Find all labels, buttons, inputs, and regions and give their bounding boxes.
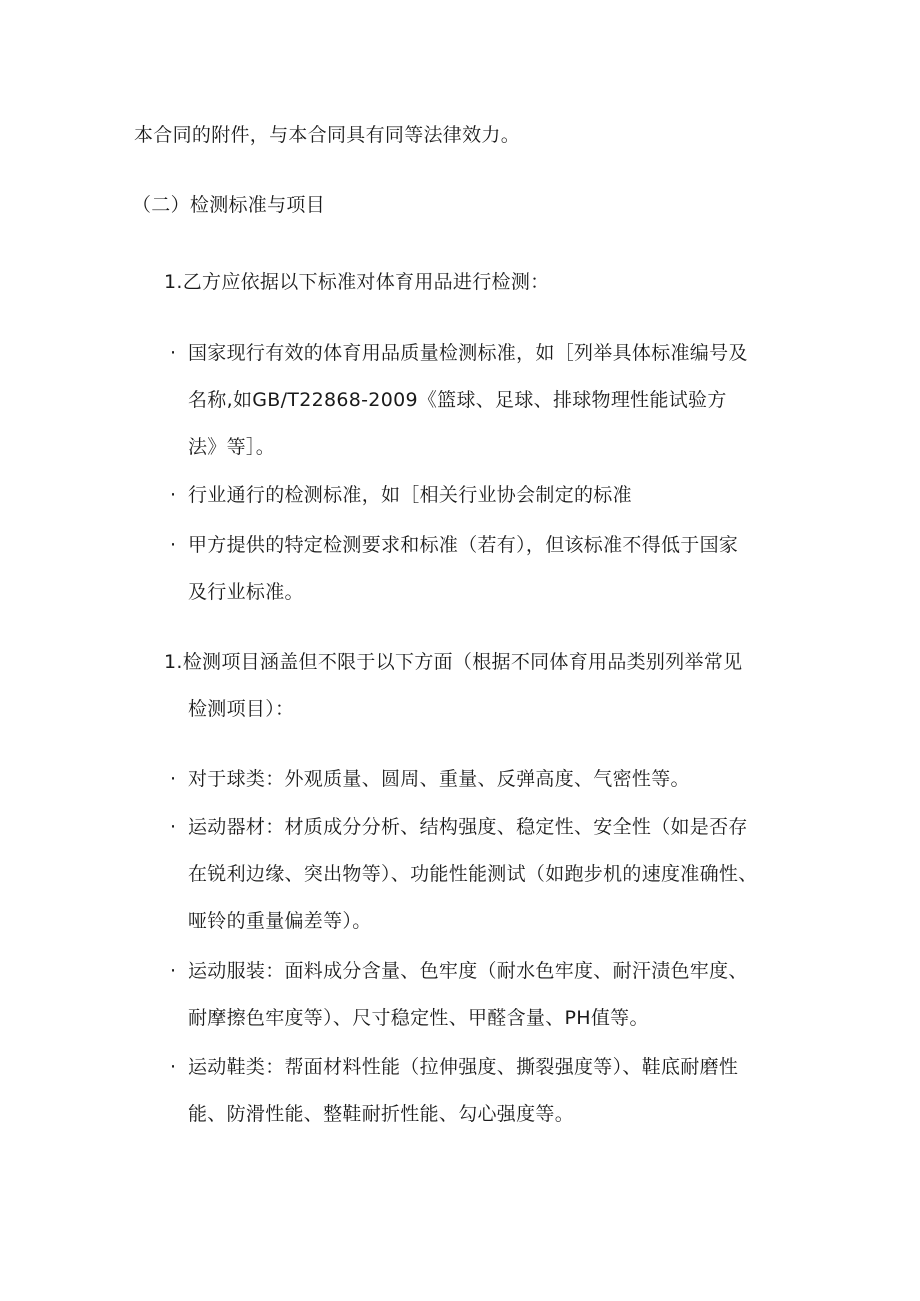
bullet-marker: · (170, 342, 177, 364)
list-item-text: 运动服装：面料成分含量、色牢度（耐水色牢度、耐汗渍色牢度、 (188, 960, 748, 982)
list-item-text: 国家现行有效的体育用品质量检测标准，如［列举具体标准编号及 (188, 342, 748, 364)
bullet-marker: · (170, 816, 177, 838)
bullet-marker: · (170, 484, 177, 506)
list-item-text: 哑铃的重量偏差等）。 (188, 910, 372, 932)
list-item-text: 行业通行的检测标准，如［相关行业协会制定的标准 (188, 484, 632, 506)
bullet-marker: · (170, 534, 177, 556)
list-item-text: 运动器材：材质成分分析、结构强度、稳定性、安全性（如是否存 (188, 816, 748, 838)
list-item-text: 对于球类：外观质量、圆周、重量、反弹高度、气密性等。 (188, 768, 690, 790)
bullet-marker: · (170, 768, 177, 790)
list-item-text: 运动鞋类：帮面材料性能（拉伸强度、撕裂强度等）、鞋底耐磨性 (188, 1056, 739, 1078)
section-heading: （二）检测标准与项目 (132, 194, 326, 216)
clause-heading: 1.检测项目涵盖但不限于以下方面（根据不同体育用品类别列举常见 (164, 651, 743, 673)
paragraph-text: 本合同的附件，与本合同具有同等法律效力。 (134, 124, 521, 146)
clause-heading: 1.乙方应依据以下标准对体育用品进行检测： (164, 271, 550, 293)
list-item-text: 法》等］。 (188, 436, 276, 458)
list-item-text: 耐摩擦色牢度等）、尺寸稳定性、甲醛含量、PH值等。 (188, 1007, 649, 1029)
bullet-marker: · (170, 1056, 177, 1078)
list-item-text: 能、防滑性能、整鞋耐折性能、勾心强度等。 (188, 1103, 575, 1125)
list-item-text: 在锐利边缘、突出物等）、功能性能测试（如跑步机的速度准确性、 (188, 863, 758, 885)
bullet-marker: · (170, 960, 177, 982)
list-item-text: 名称,如GB/T22868-2009《篮球、足球、排球物理性能试验方 (188, 389, 727, 411)
clause-heading-continued: 检测项目）： (188, 698, 295, 720)
list-item-text: 及行业标准。 (188, 581, 304, 603)
list-item-text: 甲方提供的特定检测要求和标准（若有），但该标准不得低于国家 (188, 534, 739, 556)
